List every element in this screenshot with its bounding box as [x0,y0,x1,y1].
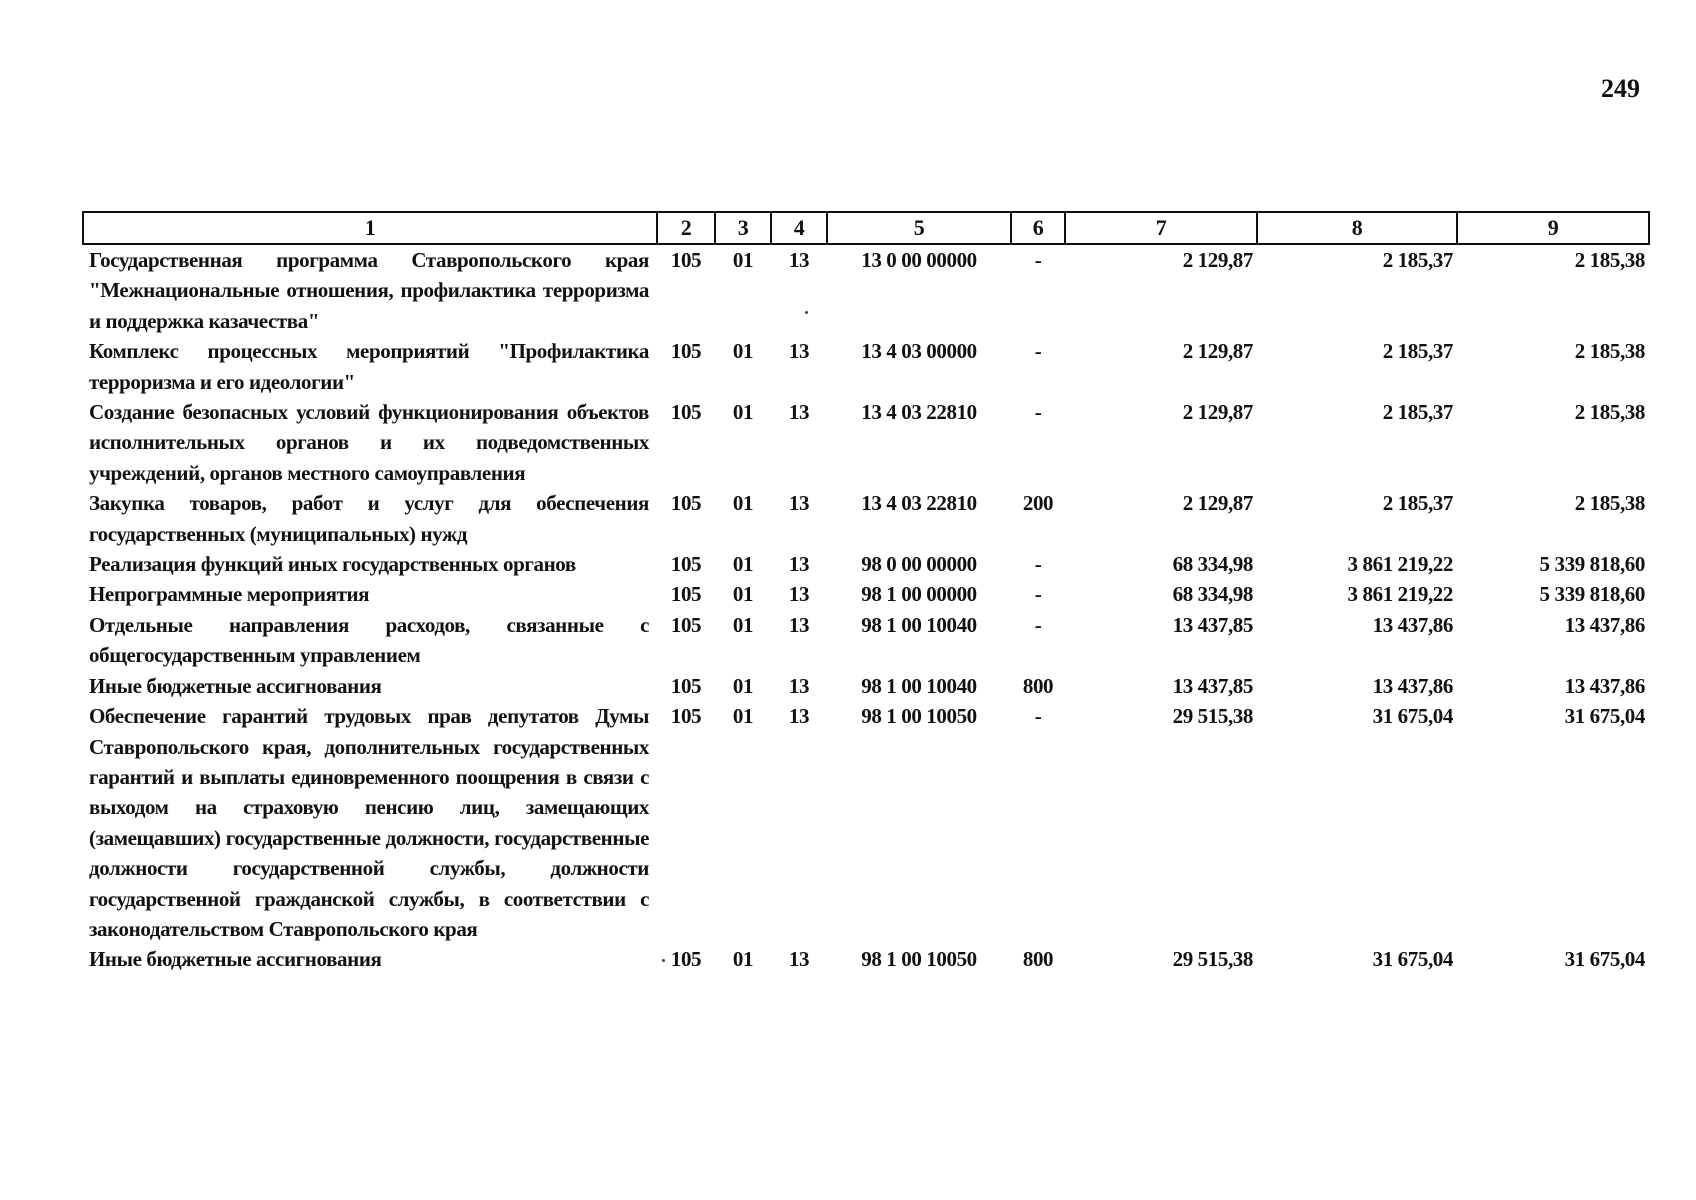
code-cell: 01 [732,582,754,607]
amount-cell: 2 129,87 [1182,339,1253,364]
code-cell: 105 [670,248,702,272]
amount-cell: 29 515,38 [1172,947,1253,972]
code-cell: - [1034,400,1042,425]
row-name-cell: Комплекс процессных мероприятий "Профилактика терроризма и его идеологии" [89,339,649,394]
code-cell: 13 4 03 22810 [861,400,977,425]
budget-table [82,211,1650,975]
row-name-cell: Реализация функций иных государственных органов [89,552,576,577]
code-cell: 98 1 00 10040 [861,612,977,637]
row-name-cell: Иные бюджетные ассигнования [89,947,382,972]
table-row [83,944,1649,974]
table-row [83,701,1649,944]
page-number: 249 [1601,74,1640,103]
code-cell: 01 [732,704,754,729]
code-cell: 01 [732,947,754,972]
amount-cell: 68 334,98 [1172,552,1253,577]
code-cell: 800 [1022,947,1054,972]
amount-cell: 3 861 219,22 [1347,582,1453,607]
table-row [83,336,1649,397]
code-cell: 13 [788,582,810,607]
code-cell: 13 4 03 22810 [861,491,977,516]
row-name-cell: Государственная программа Ставропольского края "Межнациональные отношения, профилактика терроризма и поддержка казачества" [89,248,649,333]
code-cell: 105 [670,612,702,637]
table-row [83,549,1649,579]
code-cell: 98 1 00 10050 [861,704,977,729]
amount-cell: 13 437,86 [1564,673,1645,698]
code-cell: 01 [732,612,754,637]
amount-cell: 2 185,37 [1382,491,1453,516]
table-header-row [83,212,1649,244]
code-cell: 01 [732,400,754,425]
amount-cell: 2 185,37 [1382,339,1453,364]
column-header-8: 8 [1257,212,1457,244]
amount-cell: 2 185,38 [1574,400,1645,425]
amount-cell: 13 437,85 [1172,612,1253,637]
amount-cell: 2 185,38 [1574,491,1645,516]
column-header-6: 6 [1011,212,1065,244]
code-cell: 13 [788,673,810,698]
code-cell: 13 0 00 00000 [861,248,977,272]
amount-cell: 2 185,37 [1382,400,1453,425]
amount-cell: 3 861 219,22 [1347,552,1453,577]
column-header-4: 4 [771,212,827,244]
column-header-5: 5 [827,212,1011,244]
amount-cell: 31 675,04 [1372,704,1453,729]
row-name-cell: Закупка товаров, работ и услуг для обеспечения государственных (муниципальных) нужд [89,491,649,546]
code-cell: 98 1 00 10040 [861,673,977,698]
code-cell: 105 [670,552,702,577]
amount-cell: 2 185,37 [1382,248,1453,272]
code-cell: 13 [788,704,810,729]
amount-cell: 68 334,98 [1172,582,1253,607]
code-cell: 13 [788,552,810,577]
column-header-9: 9 [1457,212,1649,244]
code-cell: 13 [788,947,810,972]
amount-cell: 2 129,87 [1182,491,1253,516]
code-cell: 13 [788,612,810,637]
amount-cell: 5 339 818,60 [1539,582,1645,607]
row-name-cell: Создание безопасных условий функционирования объектов исполнительных органов и их подведомственных учреждений, органов местного самоуправления [89,400,649,485]
amount-cell: 13 437,86 [1372,673,1453,698]
table-row [83,397,1649,488]
amount-cell: 31 675,04 [1372,947,1453,972]
amount-cell: 2 129,87 [1182,400,1253,425]
code-cell: - [1034,612,1042,637]
amount-cell: 13 437,86 [1564,612,1645,637]
code-cell: 01 [732,248,754,272]
column-header-2: 2 [657,212,715,244]
code-cell: 13 [788,248,810,272]
code-cell: 105 [670,947,702,972]
amount-cell: 2 129,87 [1182,248,1253,272]
scan-speck [805,311,808,314]
row-name-cell: Иные бюджетные ассигнования [89,673,382,698]
row-name-cell: Отдельные направления расходов, связанные с общегосударственным управлением [89,612,649,668]
code-cell: 800 [1022,673,1054,698]
code-cell: 13 [788,491,810,516]
code-cell: - [1034,552,1042,577]
amount-cell: 29 515,38 [1172,704,1253,729]
amount-cell: 31 675,04 [1564,947,1645,972]
code-cell: 13 [788,339,810,364]
code-cell: 105 [670,491,702,516]
amount-cell: 13 437,85 [1172,673,1253,698]
column-header-3: 3 [715,212,771,244]
amount-cell: 13 437,86 [1372,612,1453,637]
column-header-1: 1 [83,212,657,244]
code-cell: 105 [670,704,702,729]
code-cell: 01 [732,491,754,516]
code-cell: 105 [670,673,702,698]
amount-cell: 31 675,04 [1564,704,1645,729]
code-cell: 01 [732,552,754,577]
code-cell: 200 [1022,491,1054,516]
code-cell: 98 0 00 00000 [861,552,977,577]
code-cell: - [1034,248,1042,272]
code-cell: 105 [670,339,702,364]
code-cell: 01 [732,673,754,698]
code-cell: - [1034,339,1042,364]
table-row [83,488,1649,549]
table-row [83,244,1649,336]
column-header-7: 7 [1065,212,1257,244]
code-cell: 13 [788,400,810,425]
scan-speck [662,959,665,962]
amount-cell: 5 339 818,60 [1539,552,1645,577]
row-name-cell: Обеспечение гарантий трудовых прав депутатов Думы Ставропольского края, дополнительных государственных гарантий и выплаты единовременного поощрения в связи с выходом на страховую пенсию лиц, замещающих (замещавших) государственные должности, государственные должности государственной службы, должности государственной гражданской службы, в соответствии с законодательством Ставропольского края [89,704,649,941]
code-cell: 105 [670,400,702,425]
code-cell: 105 [670,582,702,607]
code-cell: - [1034,704,1042,729]
amount-cell: 2 185,38 [1574,248,1645,272]
row-name-cell: Непрограммные мероприятия [89,582,370,607]
code-cell: - [1034,582,1042,607]
table-row [83,671,1649,701]
code-cell: 13 4 03 00000 [861,339,977,364]
code-cell: 01 [732,339,754,364]
code-cell: 98 1 00 00000 [861,582,977,607]
amount-cell: 2 185,38 [1574,339,1645,364]
table-row [83,610,1649,671]
table-row [83,579,1649,609]
code-cell: 98 1 00 10050 [861,947,977,972]
